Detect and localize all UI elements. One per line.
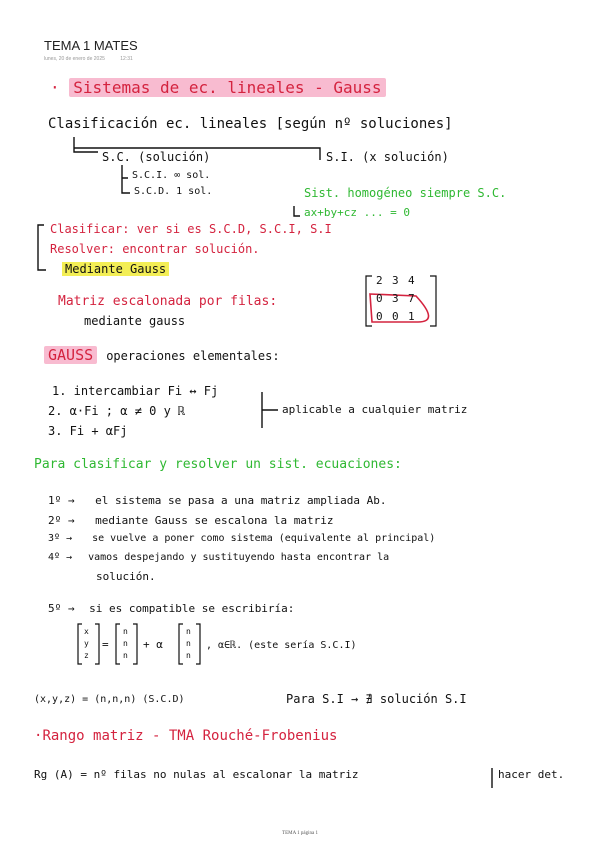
vector-entry: n [123,627,128,636]
hacer-det: hacer det. [498,768,565,781]
step-4 [48,552,389,563]
vector-entry: n [123,651,128,660]
vector-tail: , α∈ℝ. (este sería S.C.I) [206,640,357,651]
bullet-icon: · [50,78,60,97]
vector-lhs [84,626,89,662]
vector-b [186,626,191,662]
sci-label: S.C.I. ∞ sol. [132,170,211,181]
matrix-cell: 1 [408,310,415,323]
step-number: 4º → [48,552,73,563]
section1-heading [50,78,386,97]
step-2 [48,514,334,527]
clasificar-line [50,222,332,236]
vector-entry: n [186,651,191,660]
matrix-cell: 3 [392,292,399,305]
step-number: 1º → [48,494,75,507]
section4-heading [34,728,337,744]
aplicable-text: aplicable a cualquier matriz [282,403,468,416]
homogeneo-line2: ax+by+cz ... = 0 [304,206,410,219]
matrix-cell: 3 [392,274,399,287]
step-number: 3º → [48,533,73,544]
clasificacion-line: Clasificación ec. lineales [según nº soluciones] [48,116,453,132]
section3-heading: Para clasificar y resolver un sist. ecuaciones: [34,457,402,472]
plus-alpha: + α [143,638,163,651]
resolver-line: Resolver: encontrar solución. [50,242,260,256]
op-1: 1. intercambiar Fi ↔ Fj [52,384,219,398]
si-label: S.I. (x solución) [326,150,449,164]
escalonada-matrix [376,274,424,323]
step-number: 5º → [48,602,75,615]
matrix-cell: 0 [376,310,383,323]
page-footer: TEMA 1 página 1 [282,831,318,836]
step-3 [48,533,435,544]
rango-line: Rg (A) = nº filas no nulas al escalonar la matriz [34,768,359,781]
matrix-cell: 0 [376,292,383,305]
gauss-subtitle: operaciones elementales: [106,349,280,363]
matrix-cell: 2 [376,274,383,287]
vector-entry: x [84,627,89,636]
vector-entry: n [186,627,191,636]
matrix-cell: 4 [408,274,415,287]
step-text: mediante Gauss se escalona la matriz [95,514,334,527]
matrix-cell: 0 [392,310,399,323]
gauss-title: GAUSS [44,346,97,364]
op-3: 3. Fi + αFj [48,424,128,438]
vector-a [123,626,128,662]
page-date: lunes, 20 de enero de 2025 [44,56,105,62]
page-time: 12:31 [120,56,133,62]
clasificar-text: Clasificar: ver si es S.C.D, S.C.I, S.I [50,222,332,236]
bullet-icon: · [34,728,43,744]
vector-entry: z [84,651,89,660]
vector-entry: y [84,639,89,648]
op-2: 2. α·Fi ; α ≠ 0 y ℝ [48,404,186,418]
mediante-gauss [62,262,169,276]
step-5 [48,602,294,615]
vector-entry: n [123,639,128,648]
scd-label: S.C.D. 1 sol. [134,186,213,197]
heading-text: Rango matriz - TMA Rouché-Frobenius [42,728,338,744]
step-number: 2º → [48,514,75,527]
homogeneo-line1: Sist. homogéneo siempre S.C. [304,186,507,200]
xyz-solution: (x,y,z) = (n,n,n) (S.C.D) [34,694,185,705]
step-text: el sistema se pasa a una matriz ampliada Ab. [95,494,387,507]
step-text: vamos despejando y sustituyendo hasta encontrar la [88,552,390,563]
gauss-heading [44,346,280,364]
step-1 [48,494,387,507]
equals-sign: = [102,638,109,651]
matriz-escalonada: Matriz escalonada por filas: [58,294,278,309]
step-text: se vuelve a poner como sistema (equivalente al principal) [92,533,436,544]
vector-entry: n [186,639,191,648]
matrix-cell: 7 [408,292,415,305]
mediante-text: Mediante Gauss [62,262,169,276]
page-title: TEMA 1 MATES [44,38,138,53]
step-4-cont: solución. [96,570,156,583]
mediante-gauss-2: mediante gauss [84,314,186,328]
step-text: si es compatible se escribiría: [89,602,295,615]
para-si: Para S.I → ∄ solución S.I [286,692,467,706]
heading-text: Sistemas de ec. lineales - Gauss [69,78,385,97]
sc-label: S.C. (solución) [102,150,211,164]
